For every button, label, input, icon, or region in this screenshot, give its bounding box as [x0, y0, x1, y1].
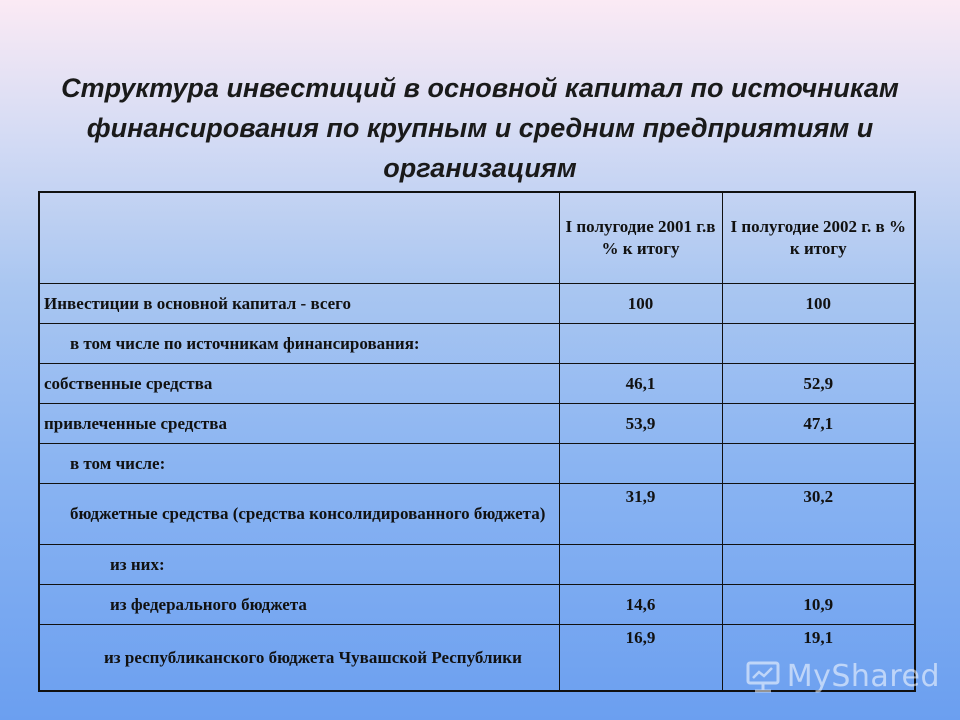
header-cell-empty	[39, 192, 559, 284]
value-2001	[559, 324, 722, 364]
value-2002: 52,9	[722, 364, 915, 404]
table-row	[39, 404, 915, 444]
value-2001: 46,1	[559, 364, 722, 404]
header-cell-2002: I полугодие 2002 г. в % к итогу	[722, 192, 915, 284]
table-row	[39, 364, 915, 404]
value-2001: 16,9	[559, 625, 722, 692]
table-header-row	[39, 192, 915, 284]
myshared-watermark	[745, 658, 940, 694]
table-row	[39, 545, 915, 585]
investment-structure-table	[38, 191, 916, 692]
watermark-text: MyShared	[786, 658, 940, 694]
slide-title: Структура инвестиций в основной капитал по источникам финансирования по крупным и средним предприятиям и организациям	[61, 73, 899, 183]
table-row	[39, 324, 915, 364]
row-label: бюджетные средства (средства консолидированного бюджета)	[39, 484, 559, 545]
row-label: из республиканского бюджета Чувашской Республики	[39, 625, 559, 692]
value-2002	[722, 444, 915, 484]
value-2002: 10,9	[722, 585, 915, 625]
presentation-icon	[745, 658, 781, 694]
row-label: собственные средства	[39, 364, 559, 404]
row-label: из них:	[39, 545, 559, 585]
value-2001: 31,9	[559, 484, 722, 545]
value-2001: 53,9	[559, 404, 722, 444]
table-row	[39, 484, 915, 545]
row-label: в том числе:	[39, 444, 559, 484]
value-2001: 100	[559, 284, 722, 324]
value-2001	[559, 444, 722, 484]
table-row	[39, 585, 915, 625]
value-2002	[722, 545, 915, 585]
table-row	[39, 284, 915, 324]
value-2002: 100	[722, 284, 915, 324]
value-2002: 19,1	[722, 625, 915, 692]
value-2001: 14,6	[559, 585, 722, 625]
table-row	[39, 444, 915, 484]
header-cell-2001: I полугодие 2001 г.в % к итогу	[559, 192, 722, 284]
row-label: привлеченные средства	[39, 404, 559, 444]
row-label: Инвестиции в основной капитал - всего	[39, 284, 559, 324]
row-label: из федерального бюджета	[39, 585, 559, 625]
value-2002: 47,1	[722, 404, 915, 444]
value-2002	[722, 324, 915, 364]
value-2002: 30,2	[722, 484, 915, 545]
value-2001	[559, 545, 722, 585]
row-label: в том числе по источникам финансирования:	[39, 324, 559, 364]
